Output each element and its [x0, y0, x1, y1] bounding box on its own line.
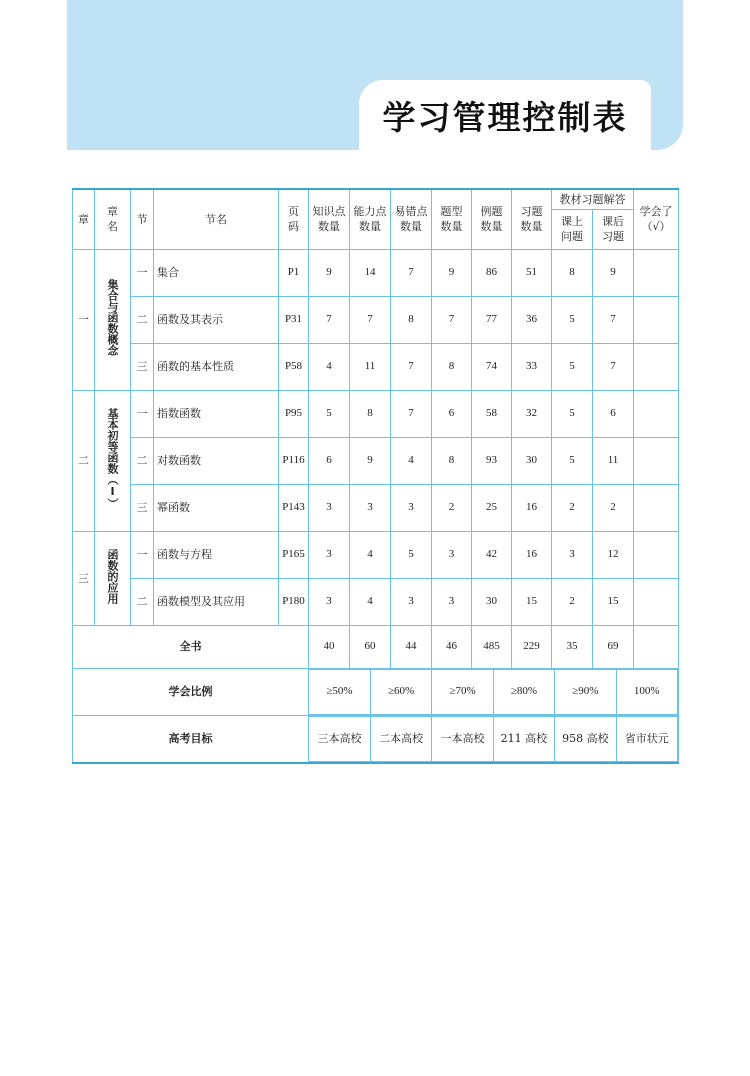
ratio-row — [73, 668, 679, 715]
title-box — [359, 80, 651, 150]
after-class-count: 11 — [593, 437, 634, 484]
section-number: 二 — [131, 296, 154, 343]
exercise-count: 16 — [512, 484, 552, 531]
header-row — [73, 189, 679, 209]
goal-value: 958 高校 — [555, 716, 616, 761]
example-count: 86 — [472, 249, 512, 296]
exercise-count: 15 — [512, 578, 552, 625]
chapter-name — [95, 390, 131, 531]
example-count: 93 — [472, 437, 512, 484]
page-number: P143 — [279, 484, 309, 531]
col-header-chapter-name: 章名 — [95, 189, 131, 249]
learned-checkbox-cell[interactable] — [634, 249, 679, 296]
chapter-name-text: 基本初等函数（Ⅰ） — [106, 408, 119, 509]
error-count: 4 — [391, 437, 432, 484]
after-class-count: 7 — [593, 296, 634, 343]
section-name: 对数函数 — [154, 437, 279, 484]
ratio-row-values-grid — [309, 669, 678, 715]
col-header-section: 节 — [131, 189, 154, 249]
control-table — [72, 188, 679, 764]
goal-row-label: 高考目标 — [73, 715, 309, 763]
qtype-count: 8 — [432, 437, 472, 484]
ratio-value: 100% — [616, 669, 677, 714]
in-class-count: 5 — [552, 437, 593, 484]
col-header-after-class: 课后习题 — [593, 209, 634, 249]
chapter-number: 二 — [73, 390, 95, 531]
chapter-name — [95, 249, 131, 390]
exercise-count: 36 — [512, 296, 552, 343]
qtype-count: 8 — [432, 343, 472, 390]
section-name: 指数函数 — [154, 390, 279, 437]
ratio-value: ≥70% — [432, 669, 493, 714]
qtype-count: 3 — [432, 531, 472, 578]
exercise-count: 30 — [512, 437, 552, 484]
ability-count: 4 — [350, 531, 391, 578]
qtype-count: 2 — [432, 484, 472, 531]
in-class-count: 2 — [552, 578, 593, 625]
page-number: P58 — [279, 343, 309, 390]
example-count: 77 — [472, 296, 512, 343]
table-row — [73, 249, 679, 296]
col-header-knowledge: 知识点数量 — [309, 189, 350, 249]
knowledge-count: 7 — [309, 296, 350, 343]
ability-count: 8 — [350, 390, 391, 437]
table-row — [73, 390, 679, 437]
in-class-count: 3 — [552, 531, 593, 578]
in-class-count: 5 — [552, 296, 593, 343]
knowledge-count: 3 — [309, 578, 350, 625]
total-exercise: 229 — [512, 625, 552, 668]
goal-value: 二本高校 — [370, 716, 431, 761]
chapter-name-text: 集合与函数概念 — [106, 279, 119, 356]
knowledge-count: 4 — [309, 343, 350, 390]
section-number: 一 — [131, 531, 154, 578]
example-count: 30 — [472, 578, 512, 625]
qtype-count: 7 — [432, 296, 472, 343]
learned-checkbox-cell[interactable] — [634, 390, 679, 437]
ratio-row-values — [309, 668, 679, 715]
after-class-count: 6 — [593, 390, 634, 437]
ratio-value: ≥50% — [309, 669, 370, 714]
ratio-row-values-row — [309, 669, 678, 714]
section-name: 函数与方程 — [154, 531, 279, 578]
section-name: 函数的基本性质 — [154, 343, 279, 390]
total-example: 485 — [472, 625, 512, 668]
example-count: 58 — [472, 390, 512, 437]
total-row — [73, 625, 679, 668]
ability-count: 11 — [350, 343, 391, 390]
learned-checkbox-cell[interactable] — [634, 437, 679, 484]
ratio-value: ≥90% — [555, 669, 616, 714]
section-number: 二 — [131, 437, 154, 484]
col-header-example: 例题数量 — [472, 189, 512, 249]
knowledge-count: 9 — [309, 249, 350, 296]
chapter-number: 一 — [73, 249, 95, 390]
page-number: P31 — [279, 296, 309, 343]
exercise-count: 16 — [512, 531, 552, 578]
exercise-count: 33 — [512, 343, 552, 390]
ability-count: 4 — [350, 578, 391, 625]
section-name: 幂函数 — [154, 484, 279, 531]
learned-checkbox-cell[interactable] — [634, 625, 679, 668]
exercise-count: 32 — [512, 390, 552, 437]
col-header-qtype: 题型数量 — [432, 189, 472, 249]
col-header-ability: 能力点数量 — [350, 189, 391, 249]
knowledge-count: 3 — [309, 484, 350, 531]
section-number: 三 — [131, 484, 154, 531]
after-class-count: 15 — [593, 578, 634, 625]
knowledge-count: 6 — [309, 437, 350, 484]
chapter-name — [95, 531, 131, 625]
error-count: 5 — [391, 531, 432, 578]
page-title: 学习管理控制表 — [382, 98, 628, 137]
ratio-value: ≥60% — [370, 669, 431, 714]
in-class-count: 8 — [552, 249, 593, 296]
total-ability: 60 — [350, 625, 391, 668]
col-header-page: 页码 — [279, 189, 309, 249]
page-number: P165 — [279, 531, 309, 578]
learned-checkbox-cell[interactable] — [634, 296, 679, 343]
ability-count: 9 — [350, 437, 391, 484]
table-row — [73, 343, 679, 390]
chapter-name-text: 函数的应用 — [106, 548, 119, 604]
example-count: 42 — [472, 531, 512, 578]
goal-row-values-grid — [309, 716, 678, 762]
error-count: 3 — [391, 578, 432, 625]
error-count: 7 — [391, 390, 432, 437]
total-qtype: 46 — [432, 625, 472, 668]
chapter-number: 三 — [73, 531, 95, 625]
section-name: 函数及其表示 — [154, 296, 279, 343]
in-class-count: 2 — [552, 484, 593, 531]
ratio-row-label: 学会比例 — [73, 668, 309, 715]
section-number: 一 — [131, 390, 154, 437]
col-header-exercise: 习题数量 — [512, 189, 552, 249]
goal-row-values-row — [309, 716, 678, 761]
learned-checkbox-cell[interactable] — [634, 343, 679, 390]
after-class-count: 2 — [593, 484, 634, 531]
after-class-count: 12 — [593, 531, 634, 578]
total-error: 44 — [391, 625, 432, 668]
page-number: P180 — [279, 578, 309, 625]
col-header-chapter: 章 — [73, 189, 95, 249]
table-row — [73, 484, 679, 531]
table-row — [73, 578, 679, 625]
ability-count: 3 — [350, 484, 391, 531]
learned-checkbox-cell[interactable] — [634, 484, 679, 531]
page-number: P116 — [279, 437, 309, 484]
table-row — [73, 437, 679, 484]
col-header-textbook: 教材习题解答 — [552, 189, 634, 209]
example-count: 25 — [472, 484, 512, 531]
table-row — [73, 531, 679, 578]
knowledge-count: 5 — [309, 390, 350, 437]
exercise-count: 51 — [512, 249, 552, 296]
in-class-count: 5 — [552, 343, 593, 390]
section-number: 三 — [131, 343, 154, 390]
page-number: P95 — [279, 390, 309, 437]
section-name: 函数模型及其应用 — [154, 578, 279, 625]
section-name: 集合 — [154, 249, 279, 296]
section-number: 一 — [131, 249, 154, 296]
example-count: 74 — [472, 343, 512, 390]
total-knowledge: 40 — [309, 625, 350, 668]
goal-row-values — [309, 715, 679, 763]
table-row — [73, 296, 679, 343]
ability-count: 7 — [350, 296, 391, 343]
page-number: P1 — [279, 249, 309, 296]
goal-value: 省市状元 — [616, 716, 677, 761]
qtype-count: 9 — [432, 249, 472, 296]
error-count: 8 — [391, 296, 432, 343]
section-number: 二 — [131, 578, 154, 625]
ability-count: 14 — [350, 249, 391, 296]
goal-value: 一本高校 — [432, 716, 493, 761]
col-header-error: 易错点数量 — [391, 189, 432, 249]
qtype-count: 6 — [432, 390, 472, 437]
error-count: 7 — [391, 343, 432, 390]
goal-row — [73, 715, 679, 763]
error-count: 3 — [391, 484, 432, 531]
learned-checkbox-cell[interactable] — [634, 578, 679, 625]
after-class-count: 9 — [593, 249, 634, 296]
goal-value: 211 高校 — [493, 716, 554, 761]
col-header-learned: 学会了（√） — [634, 189, 679, 249]
ratio-value: ≥80% — [493, 669, 554, 714]
col-header-in-class: 课上问题 — [552, 209, 593, 249]
total-label: 全书 — [73, 625, 309, 668]
learned-checkbox-cell[interactable] — [634, 531, 679, 578]
in-class-count: 5 — [552, 390, 593, 437]
knowledge-count: 3 — [309, 531, 350, 578]
col-header-section-name: 节名 — [154, 189, 279, 249]
error-count: 7 — [391, 249, 432, 296]
qtype-count: 3 — [432, 578, 472, 625]
after-class-count: 7 — [593, 343, 634, 390]
total-in-class: 35 — [552, 625, 593, 668]
total-after-class: 69 — [593, 625, 634, 668]
goal-value: 三本高校 — [309, 716, 370, 761]
